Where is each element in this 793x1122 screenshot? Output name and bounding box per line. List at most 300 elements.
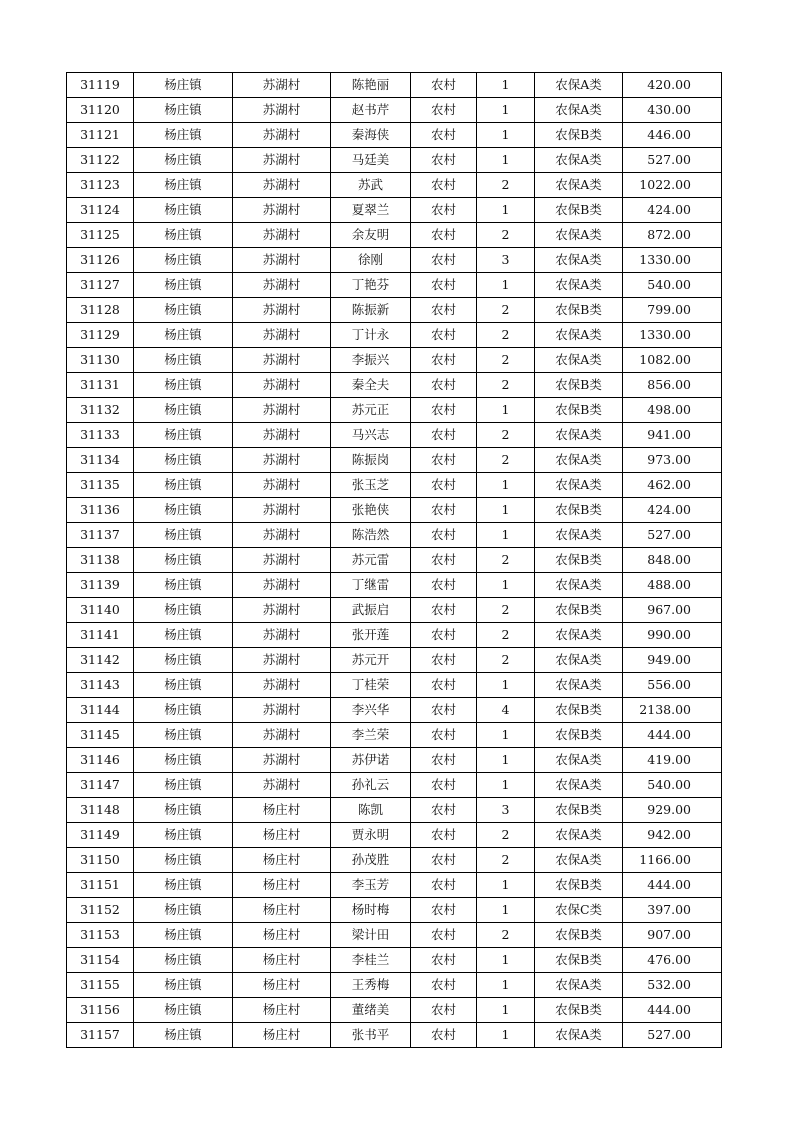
township-cell: 杨庄镇 (134, 623, 233, 648)
record-id-cell: 31130 (67, 348, 134, 373)
household-type-cell: 农村 (411, 248, 477, 273)
amount-cell: 799.00 (623, 298, 722, 323)
amount-cell: 540.00 (623, 273, 722, 298)
village-cell: 苏湖村 (233, 323, 331, 348)
table-row (67, 823, 722, 848)
household-type-cell: 农村 (411, 898, 477, 923)
table-row (67, 473, 722, 498)
name-cell: 丁桂荣 (331, 673, 411, 698)
record-id-cell: 31145 (67, 723, 134, 748)
household-type-cell: 农村 (411, 673, 477, 698)
record-id-cell: 31122 (67, 148, 134, 173)
record-id-cell: 31154 (67, 948, 134, 973)
name-cell: 苏伊诺 (331, 748, 411, 773)
record-id-cell: 31144 (67, 698, 134, 723)
table-row (67, 723, 722, 748)
table-row (67, 523, 722, 548)
category-cell: 农保A类 (535, 423, 623, 448)
village-cell: 苏湖村 (233, 123, 331, 148)
name-cell: 张开莲 (331, 623, 411, 648)
table-row (67, 173, 722, 198)
amount-cell: 540.00 (623, 773, 722, 798)
household-type-cell: 农村 (411, 573, 477, 598)
township-cell: 杨庄镇 (134, 973, 233, 998)
name-cell: 李振兴 (331, 348, 411, 373)
name-cell: 武振启 (331, 598, 411, 623)
people-count-cell: 1 (477, 498, 535, 523)
people-count-cell: 1 (477, 398, 535, 423)
table-row (67, 848, 722, 873)
category-cell: 农保B类 (535, 598, 623, 623)
record-id-cell: 31137 (67, 523, 134, 548)
township-cell: 杨庄镇 (134, 748, 233, 773)
village-cell: 杨庄村 (233, 798, 331, 823)
record-id-cell: 31123 (67, 173, 134, 198)
name-cell: 孙茂胜 (331, 848, 411, 873)
people-count-cell: 3 (477, 248, 535, 273)
people-count-cell: 2 (477, 348, 535, 373)
people-count-cell: 2 (477, 623, 535, 648)
village-cell: 杨庄村 (233, 848, 331, 873)
record-id-cell: 31153 (67, 923, 134, 948)
village-cell: 苏湖村 (233, 548, 331, 573)
name-cell: 余友明 (331, 223, 411, 248)
table-row (67, 623, 722, 648)
household-type-cell: 农村 (411, 298, 477, 323)
household-type-cell: 农村 (411, 548, 477, 573)
township-cell: 杨庄镇 (134, 523, 233, 548)
village-cell: 苏湖村 (233, 598, 331, 623)
township-cell: 杨庄镇 (134, 73, 233, 98)
category-cell: 农保B类 (535, 698, 623, 723)
name-cell: 孙礼云 (331, 773, 411, 798)
name-cell: 李玉芳 (331, 873, 411, 898)
record-id-cell: 31134 (67, 448, 134, 473)
household-type-cell: 农村 (411, 448, 477, 473)
people-count-cell: 2 (477, 648, 535, 673)
name-cell: 丁计永 (331, 323, 411, 348)
table-row (67, 348, 722, 373)
village-cell: 杨庄村 (233, 898, 331, 923)
people-count-cell: 1 (477, 873, 535, 898)
people-count-cell: 1 (477, 198, 535, 223)
amount-cell: 420.00 (623, 73, 722, 98)
amount-cell: 949.00 (623, 648, 722, 673)
table-row (67, 873, 722, 898)
household-type-cell: 农村 (411, 623, 477, 648)
category-cell: 农保B类 (535, 498, 623, 523)
people-count-cell: 2 (477, 298, 535, 323)
household-type-cell: 农村 (411, 323, 477, 348)
township-cell: 杨庄镇 (134, 198, 233, 223)
amount-cell: 444.00 (623, 873, 722, 898)
category-cell: 农保B类 (535, 198, 623, 223)
household-type-cell: 农村 (411, 1023, 477, 1048)
people-count-cell: 1 (477, 1023, 535, 1048)
village-cell: 苏湖村 (233, 198, 331, 223)
name-cell: 张艳侠 (331, 498, 411, 523)
category-cell: 农保A类 (535, 673, 623, 698)
people-count-cell: 2 (477, 423, 535, 448)
people-count-cell: 2 (477, 323, 535, 348)
record-id-cell: 31139 (67, 573, 134, 598)
name-cell: 陈凯 (331, 798, 411, 823)
amount-cell: 942.00 (623, 823, 722, 848)
category-cell: 农保A类 (535, 1023, 623, 1048)
table-row (67, 248, 722, 273)
name-cell: 贾永明 (331, 823, 411, 848)
household-type-cell: 农村 (411, 98, 477, 123)
household-type-cell: 农村 (411, 923, 477, 948)
category-cell: 农保A类 (535, 773, 623, 798)
amount-cell: 856.00 (623, 373, 722, 398)
name-cell: 张玉芝 (331, 473, 411, 498)
village-cell: 苏湖村 (233, 448, 331, 473)
people-count-cell: 4 (477, 698, 535, 723)
people-count-cell: 1 (477, 898, 535, 923)
table-row (67, 73, 722, 98)
record-id-cell: 31127 (67, 273, 134, 298)
amount-cell: 1082.00 (623, 348, 722, 373)
category-cell: 农保A类 (535, 448, 623, 473)
table-row (67, 573, 722, 598)
township-cell: 杨庄镇 (134, 173, 233, 198)
village-cell: 苏湖村 (233, 748, 331, 773)
household-type-cell: 农村 (411, 823, 477, 848)
people-count-cell: 1 (477, 73, 535, 98)
record-id-cell: 31149 (67, 823, 134, 848)
village-cell: 苏湖村 (233, 248, 331, 273)
category-cell: 农保B类 (535, 548, 623, 573)
amount-cell: 872.00 (623, 223, 722, 248)
amount-cell: 424.00 (623, 498, 722, 523)
people-count-cell: 1 (477, 973, 535, 998)
village-cell: 苏湖村 (233, 498, 331, 523)
village-cell: 苏湖村 (233, 523, 331, 548)
record-id-cell: 31152 (67, 898, 134, 923)
amount-cell: 446.00 (623, 123, 722, 148)
township-cell: 杨庄镇 (134, 573, 233, 598)
table-row (67, 648, 722, 673)
township-cell: 杨庄镇 (134, 498, 233, 523)
amount-cell: 498.00 (623, 398, 722, 423)
amount-cell: 973.00 (623, 448, 722, 473)
record-id-cell: 31142 (67, 648, 134, 673)
household-type-cell: 农村 (411, 423, 477, 448)
township-cell: 杨庄镇 (134, 348, 233, 373)
table-row (67, 123, 722, 148)
record-id-cell: 31119 (67, 73, 134, 98)
village-cell: 苏湖村 (233, 423, 331, 448)
township-cell: 杨庄镇 (134, 848, 233, 873)
record-id-cell: 31141 (67, 623, 134, 648)
record-id-cell: 31148 (67, 798, 134, 823)
record-id-cell: 31156 (67, 998, 134, 1023)
village-cell: 苏湖村 (233, 623, 331, 648)
household-type-cell: 农村 (411, 873, 477, 898)
table-row (67, 198, 722, 223)
township-cell: 杨庄镇 (134, 598, 233, 623)
household-type-cell: 农村 (411, 748, 477, 773)
table-row (67, 798, 722, 823)
amount-cell: 527.00 (623, 148, 722, 173)
people-count-cell: 2 (477, 823, 535, 848)
category-cell: 农保A类 (535, 248, 623, 273)
household-type-cell: 农村 (411, 973, 477, 998)
village-cell: 杨庄村 (233, 923, 331, 948)
table-row (67, 273, 722, 298)
amount-cell: 1330.00 (623, 248, 722, 273)
township-cell: 杨庄镇 (134, 948, 233, 973)
people-count-cell: 1 (477, 123, 535, 148)
record-id-cell: 31133 (67, 423, 134, 448)
people-count-cell: 1 (477, 148, 535, 173)
name-cell: 秦海侠 (331, 123, 411, 148)
name-cell: 苏元开 (331, 648, 411, 673)
township-cell: 杨庄镇 (134, 998, 233, 1023)
category-cell: 农保A类 (535, 823, 623, 848)
name-cell: 赵书芹 (331, 98, 411, 123)
household-type-cell: 农村 (411, 473, 477, 498)
name-cell: 陈振岗 (331, 448, 411, 473)
household-type-cell: 农村 (411, 723, 477, 748)
record-id-cell: 31126 (67, 248, 134, 273)
category-cell: 农保B类 (535, 948, 623, 973)
household-type-cell: 农村 (411, 598, 477, 623)
people-count-cell: 2 (477, 598, 535, 623)
amount-cell: 967.00 (623, 598, 722, 623)
township-cell: 杨庄镇 (134, 723, 233, 748)
people-count-cell: 1 (477, 573, 535, 598)
category-cell: 农保B类 (535, 873, 623, 898)
township-cell: 杨庄镇 (134, 898, 233, 923)
category-cell: 农保A类 (535, 323, 623, 348)
record-id-cell: 31125 (67, 223, 134, 248)
record-id-cell: 31131 (67, 373, 134, 398)
township-cell: 杨庄镇 (134, 773, 233, 798)
village-cell: 苏湖村 (233, 473, 331, 498)
village-cell: 苏湖村 (233, 573, 331, 598)
table-row (67, 898, 722, 923)
village-cell: 杨庄村 (233, 998, 331, 1023)
household-type-cell: 农村 (411, 773, 477, 798)
household-type-cell: 农村 (411, 398, 477, 423)
village-cell: 苏湖村 (233, 773, 331, 798)
people-count-cell: 2 (477, 173, 535, 198)
amount-cell: 941.00 (623, 423, 722, 448)
township-cell: 杨庄镇 (134, 798, 233, 823)
table-row (67, 673, 722, 698)
amount-cell: 527.00 (623, 1023, 722, 1048)
category-cell: 农保B类 (535, 723, 623, 748)
village-cell: 杨庄村 (233, 1023, 331, 1048)
amount-cell: 424.00 (623, 198, 722, 223)
category-cell: 农保B类 (535, 298, 623, 323)
township-cell: 杨庄镇 (134, 373, 233, 398)
table-row (67, 98, 722, 123)
household-type-cell: 农村 (411, 273, 477, 298)
amount-cell: 532.00 (623, 973, 722, 998)
amount-cell: 929.00 (623, 798, 722, 823)
township-cell: 杨庄镇 (134, 923, 233, 948)
table-row (67, 298, 722, 323)
township-cell: 杨庄镇 (134, 123, 233, 148)
name-cell: 董绪美 (331, 998, 411, 1023)
table-row (67, 948, 722, 973)
table-row (67, 598, 722, 623)
table-row (67, 423, 722, 448)
people-count-cell: 1 (477, 98, 535, 123)
record-id-cell: 31138 (67, 548, 134, 573)
township-cell: 杨庄镇 (134, 273, 233, 298)
people-count-cell: 1 (477, 748, 535, 773)
amount-cell: 488.00 (623, 573, 722, 598)
township-cell: 杨庄镇 (134, 648, 233, 673)
household-type-cell: 农村 (411, 698, 477, 723)
village-cell: 苏湖村 (233, 673, 331, 698)
record-id-cell: 31129 (67, 323, 134, 348)
category-cell: 农保A类 (535, 573, 623, 598)
record-id-cell: 31128 (67, 298, 134, 323)
people-count-cell: 2 (477, 448, 535, 473)
household-type-cell: 农村 (411, 173, 477, 198)
township-cell: 杨庄镇 (134, 148, 233, 173)
record-id-cell: 31121 (67, 123, 134, 148)
name-cell: 梁计田 (331, 923, 411, 948)
record-id-cell: 31155 (67, 973, 134, 998)
name-cell: 徐刚 (331, 248, 411, 273)
category-cell: 农保B类 (535, 798, 623, 823)
record-id-cell: 31151 (67, 873, 134, 898)
name-cell: 李兰荣 (331, 723, 411, 748)
village-cell: 苏湖村 (233, 73, 331, 98)
record-id-cell: 31124 (67, 198, 134, 223)
name-cell: 丁艳芬 (331, 273, 411, 298)
table-row (67, 973, 722, 998)
township-cell: 杨庄镇 (134, 448, 233, 473)
township-cell: 杨庄镇 (134, 98, 233, 123)
name-cell: 陈浩然 (331, 523, 411, 548)
record-id-cell: 31143 (67, 673, 134, 698)
amount-cell: 444.00 (623, 723, 722, 748)
table-row (67, 223, 722, 248)
table-row (67, 923, 722, 948)
amount-cell: 527.00 (623, 523, 722, 548)
name-cell: 张书平 (331, 1023, 411, 1048)
township-cell: 杨庄镇 (134, 548, 233, 573)
record-id-cell: 31146 (67, 748, 134, 773)
table-row (67, 698, 722, 723)
township-cell: 杨庄镇 (134, 323, 233, 348)
township-cell: 杨庄镇 (134, 1023, 233, 1048)
amount-cell: 419.00 (623, 748, 722, 773)
amount-cell: 1022.00 (623, 173, 722, 198)
table-row (67, 1023, 722, 1048)
people-count-cell: 1 (477, 948, 535, 973)
village-cell: 苏湖村 (233, 148, 331, 173)
name-cell: 马兴志 (331, 423, 411, 448)
amount-cell: 556.00 (623, 673, 722, 698)
amount-cell: 476.00 (623, 948, 722, 973)
table-row (67, 498, 722, 523)
table-row (67, 773, 722, 798)
household-type-cell: 农村 (411, 648, 477, 673)
name-cell: 陈艳丽 (331, 73, 411, 98)
village-cell: 杨庄村 (233, 973, 331, 998)
township-cell: 杨庄镇 (134, 248, 233, 273)
township-cell: 杨庄镇 (134, 223, 233, 248)
record-id-cell: 31150 (67, 848, 134, 873)
village-cell: 苏湖村 (233, 273, 331, 298)
amount-cell: 462.00 (623, 473, 722, 498)
household-type-cell: 农村 (411, 148, 477, 173)
name-cell: 苏元雷 (331, 548, 411, 573)
amount-cell: 1330.00 (623, 323, 722, 348)
village-cell: 苏湖村 (233, 348, 331, 373)
category-cell: 农保A类 (535, 273, 623, 298)
category-cell: 农保B类 (535, 398, 623, 423)
amount-cell: 397.00 (623, 898, 722, 923)
township-cell: 杨庄镇 (134, 398, 233, 423)
household-type-cell: 农村 (411, 948, 477, 973)
name-cell: 夏翠兰 (331, 198, 411, 223)
category-cell: 农保A类 (535, 148, 623, 173)
people-count-cell: 1 (477, 723, 535, 748)
table-body (67, 73, 722, 1048)
category-cell: 农保A类 (535, 473, 623, 498)
table-row (67, 323, 722, 348)
village-cell: 杨庄村 (233, 823, 331, 848)
category-cell: 农保A类 (535, 73, 623, 98)
amount-cell: 848.00 (623, 548, 722, 573)
village-cell: 杨庄村 (233, 948, 331, 973)
category-cell: 农保C类 (535, 898, 623, 923)
township-cell: 杨庄镇 (134, 423, 233, 448)
people-count-cell: 1 (477, 473, 535, 498)
household-type-cell: 农村 (411, 498, 477, 523)
name-cell: 陈振新 (331, 298, 411, 323)
amount-cell: 1166.00 (623, 848, 722, 873)
record-id-cell: 31136 (67, 498, 134, 523)
record-id-cell: 31132 (67, 398, 134, 423)
people-count-cell: 2 (477, 373, 535, 398)
name-cell: 杨时梅 (331, 898, 411, 923)
people-count-cell: 1 (477, 273, 535, 298)
village-cell: 杨庄村 (233, 873, 331, 898)
household-type-cell: 农村 (411, 223, 477, 248)
people-count-cell: 2 (477, 923, 535, 948)
township-cell: 杨庄镇 (134, 873, 233, 898)
village-cell: 苏湖村 (233, 398, 331, 423)
record-id-cell: 31120 (67, 98, 134, 123)
township-cell: 杨庄镇 (134, 473, 233, 498)
household-type-cell: 农村 (411, 348, 477, 373)
name-cell: 李兴华 (331, 698, 411, 723)
name-cell: 苏元正 (331, 398, 411, 423)
household-type-cell: 农村 (411, 523, 477, 548)
amount-cell: 907.00 (623, 923, 722, 948)
household-type-cell: 农村 (411, 848, 477, 873)
category-cell: 农保A类 (535, 848, 623, 873)
village-cell: 苏湖村 (233, 373, 331, 398)
category-cell: 农保A类 (535, 523, 623, 548)
name-cell: 李桂兰 (331, 948, 411, 973)
table-row (67, 998, 722, 1023)
amount-cell: 2138.00 (623, 698, 722, 723)
people-count-cell: 2 (477, 848, 535, 873)
people-count-cell: 1 (477, 773, 535, 798)
record-id-cell: 31135 (67, 473, 134, 498)
